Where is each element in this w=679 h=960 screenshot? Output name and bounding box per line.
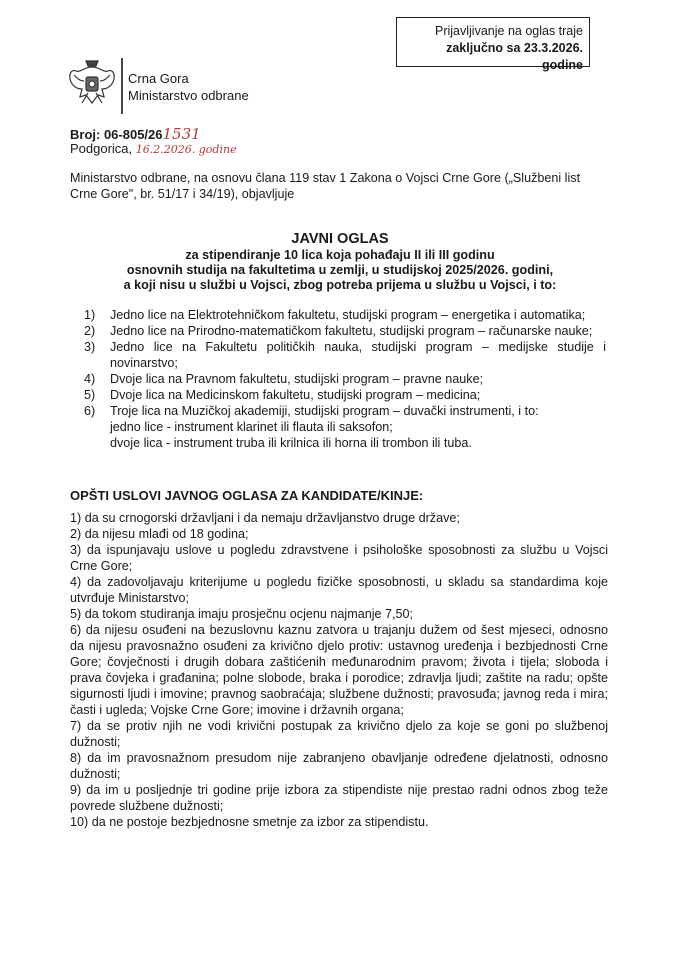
handwritten-date: 16.2.2026. godine [135, 143, 237, 156]
conditions-list [70, 510, 608, 830]
item-number: 3) [84, 340, 96, 354]
reference-label: Broj: 06-805/26 [70, 127, 163, 142]
item-subline: dvoje lica - instrument truba ili krilnica ili horna ili trombon ili tuba. [110, 436, 472, 450]
subtitle-line: a koji nisu u službi u Vojsci, zbog potreba prijema u službu u Vojsci, i to: [123, 278, 557, 292]
subtitle-line: za stipendiranje 10 lica koja pohađaju II ili III godinu [185, 248, 495, 262]
conditions-heading: OPŠTI USLOVI JAVNOG OGLASA ZA KANDIDATE/KINJE: [70, 488, 424, 503]
place-label: Podgorica, [70, 141, 133, 156]
condition-item: 2) da nijesu mlađi od 18 godina; [70, 527, 249, 541]
positions-list [84, 307, 606, 451]
condition-item: 9) da im u posljednje tri godine prije izbora za stipendiste nije prestao radni odnos zbog teže povrede službene dužnosti; [70, 783, 608, 813]
place-and-date [70, 141, 237, 156]
list-item [84, 371, 606, 387]
deadline-line-1: Prijavljivanje na oglas traje [435, 24, 583, 38]
condition-item: 4) da zadovoljavaju kriterijume u pogledu fizičke sposobnosti, u skladu sa standardima koje utvrđuje Ministarstvo; [70, 575, 608, 605]
item-number: 5) [84, 388, 96, 402]
item-number: 1) [84, 308, 96, 322]
list-item [84, 339, 606, 371]
item-number: 6) [84, 404, 96, 418]
ministry-name: Ministarstvo odbrane [128, 88, 249, 103]
list-item [84, 323, 606, 339]
item-text: Jedno lice na Prirodno-matematičkom fakultetu, studijski program – računarske nauke; [110, 324, 593, 338]
condition-item: 1) da su crnogorski državljani i da nemaju državljanstvo druge države; [70, 511, 460, 525]
intro-paragraph: Ministarstvo odbrane, na osnovu člana 119 stav 1 Zakona o Vojsci Crne Gore („Službeni list Crne Gore", br. 51/17 i 34/19), objavljuje [70, 171, 581, 201]
deadline-notice-box [396, 17, 590, 72]
condition-item: 6) da nijesu osuđeni na bezuslovnu kaznu zatvora u trajanju dužem od šest mjeseci, odnosno da nijesu pravosnažno osuđeni za krivično djelo protiv: ustavnog uređenja i bezbjednosti Crne Gore; čovječnosti i drugih dobara zaštićenih međunarodnim pravom; života i tijela; sloboda i prava čovjeka i građanina; polne slobode, braka i porodice; zdravlja ljudi; zaštite na radu; opšte sigurnosti ljudi i imovine; pravnog saobraćaja; službene dužnosti; pravosuđa; javnog reda i mira; časti i ugleda; Vojske Crne Gore; imovine i državnih organa; [70, 623, 608, 717]
list-item [84, 307, 606, 323]
list-item [84, 403, 606, 451]
handwritten-number: 1531 [162, 125, 201, 143]
organization-header [128, 70, 249, 104]
country-name: Crna Gora [128, 71, 189, 86]
condition-item: 3) da ispunjavaju uslove u pogledu zdravstvene i psihološke sposobnosti za službu u Vojsci Crne Gore; [70, 543, 608, 573]
condition-item: 7) da se protiv njih ne vodi krivični postupak za krivično djelo za koje se goni po službenoj dužnosti; [70, 719, 608, 749]
item-text: Troje lica na Muzičkoj akademiji, studijski program – duvački instrumenti, i to: [110, 404, 539, 418]
item-text: Jedno lice na Elektrotehničkom fakultetu, studijski program – energetika i automatika; [110, 308, 586, 322]
condition-item: 10) da ne postoje bezbjednosne smetnje za izbor za stipendistu. [70, 815, 429, 829]
item-text: Dvoje lica na Pravnom fakultetu, studijski program – pravne nauke; [110, 372, 484, 386]
condition-item: 8) da im pravosnažnom presudom nije zabranjeno obavljanje određene djelatnosti, odnosno dužnosti; [70, 751, 608, 781]
condition-item: 5) da tokom studiranja imaju prosječnu ocjenu najmanje 7,50; [70, 607, 414, 621]
deadline-line-2: zaključno sa 23.3.2026. godine [446, 41, 583, 72]
item-number: 4) [84, 372, 96, 386]
list-item [84, 387, 606, 403]
subtitle-line: osnovnih studija na fakultetima u zemlji, u studijskoj 2025/2026. godini, [126, 263, 554, 277]
document-title: JAVNI OGLAS [291, 231, 389, 247]
item-text: Jedno lice na Fakultetu političkih nauka, studijski program – medijske studije i novinarstvo; [110, 340, 606, 370]
coat-of-arms-icon [66, 57, 118, 111]
header-divider [121, 58, 123, 114]
item-subline: jedno lice - instrument klarinet ili flauta ili saksofon; [110, 420, 393, 434]
document-subtitle [70, 248, 610, 293]
item-number: 2) [84, 324, 96, 338]
item-text: Dvoje lica na Medicinskom fakultetu, studijski program – medicina; [110, 388, 481, 402]
